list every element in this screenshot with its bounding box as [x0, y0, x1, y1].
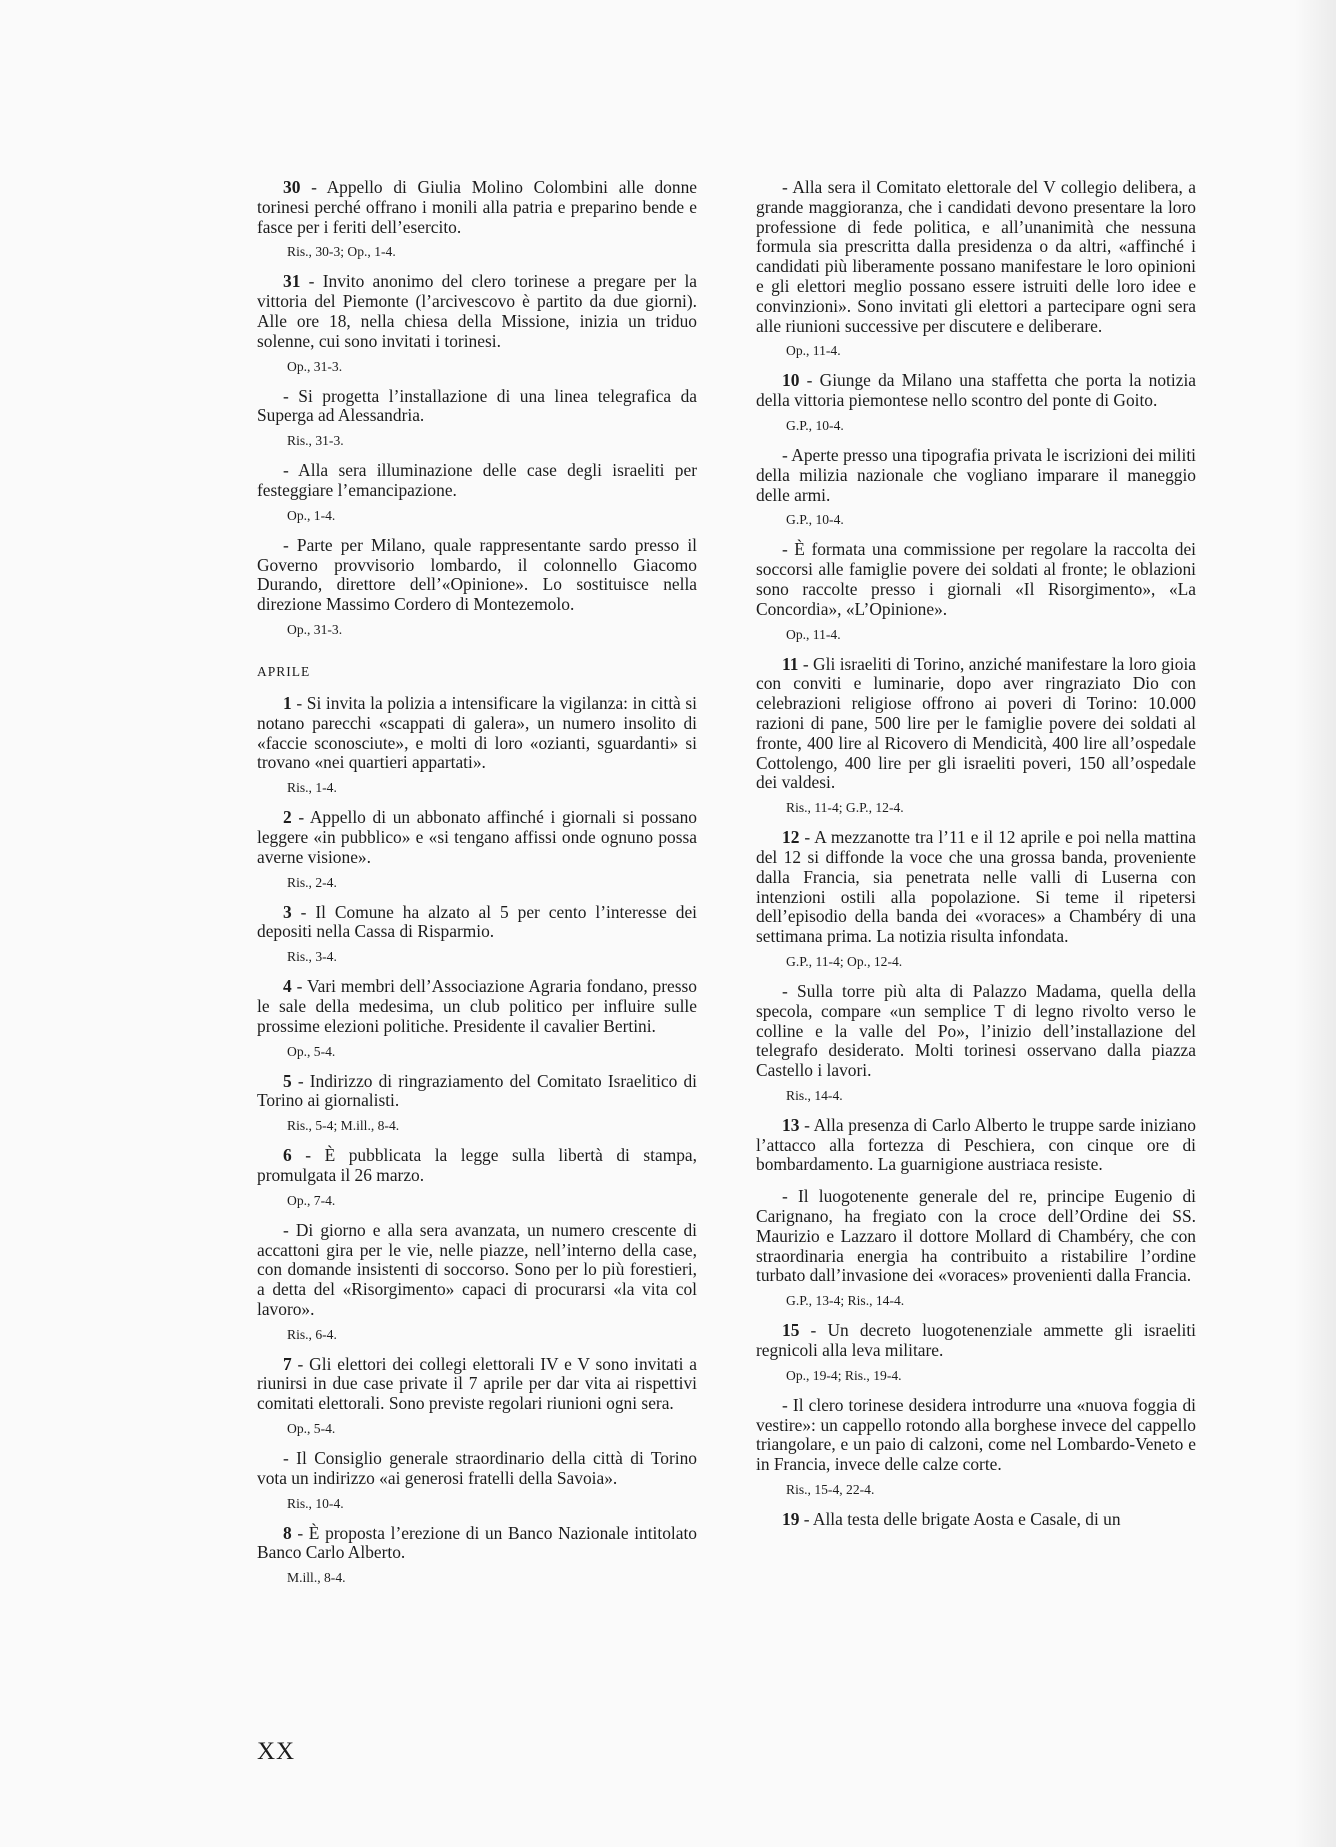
entry-source: Op., 7-4.	[287, 1192, 336, 1208]
entry-text: - Si invita la polizia a intensificare la vigilanza: in città si notano parecchi «scappati di galera», un numero insolito di «faccie sconosciute», e molti di loro «ozianti, sguardanti» si trovano «nei quartieri appartati».	[257, 692, 697, 773]
entry-text: - È formata una commissione per regolare la raccolta dei soccorsi alle famiglie povere dei soldati al fronte; le oblazioni sono raccolte presso i giornali «Il Risorgimento», «La Concordia», «L’Opinione».	[756, 539, 1196, 619]
entry-text: - È proposta l’erezione di un Banco Nazionale intitolato Banco Carlo Alberto.	[257, 1522, 697, 1563]
entry-paragraph	[257, 461, 697, 501]
entry	[257, 272, 697, 374]
entry-paragraph	[756, 1510, 1196, 1530]
entry-source: M.ill., 8-4.	[287, 1570, 346, 1586]
entry-text: - Gli israeliti di Torino, anziché manifestare la loro gioia con conviti e luminarie, dopo aver ringraziato Dio con celebrazioni religiose offrono ai poveri di Torino: 10.000 razioni di pane, 500 lire per le famiglie povere dei soldati al fronte, 400 lire al Ricovero di Mendicità, 400 lire all’ospedale Cottolengo, 400 lire per gli israeliti poveri, 150 all’ospedale dei valdesi.	[756, 653, 1196, 793]
entry-text: - Alla testa delle brigate Aosta e Casale, di un	[799, 1509, 1121, 1530]
entry	[756, 178, 1196, 359]
entry-paragraph	[756, 982, 1196, 1081]
entry	[257, 1449, 697, 1512]
entry-text: - È pubblicata la legge sulla libertà di stampa, promulgata il 26 marzo.	[257, 1145, 697, 1185]
entry-text: - Giunge da Milano una staffetta che porta la notizia della vittoria piemontese nello scontro del ponte di Goito.	[756, 370, 1196, 411]
entry-day-number: 13	[782, 1114, 800, 1135]
entry-paragraph	[257, 694, 697, 773]
entry	[756, 1116, 1196, 1175]
entry-source: Op., 31-3.	[287, 358, 343, 374]
entry	[756, 371, 1196, 434]
entry	[257, 461, 697, 524]
entry-text: - Appello di Giulia Molino Colombini alle donne torinesi perché offrano i monili alla patria e preparino bende e fasce per i feriti dell’esercito.	[257, 177, 697, 237]
entry-text: - Il clero torinese desidera introdurre una «nuova foggia di vestire»: un cappello rotondo alla borghese invece del cappello triangolare, e un paio di calzoni, come nel Lombardo-Veneto e in Francia, invece delle calze corte.	[756, 1394, 1196, 1475]
entry	[257, 808, 697, 890]
page-edge-shadow	[1294, 0, 1336, 1847]
entry-text: - Indirizzo di ringraziamento del Comitato Israelitico di Torino ai giornalisti.	[257, 1070, 697, 1111]
entry-source: Ris., 1-4.	[287, 780, 337, 796]
entry-source: Op., 11-4.	[786, 626, 841, 642]
entry	[257, 1524, 697, 1587]
entry	[756, 1396, 1196, 1498]
entry-source: Ris., 2-4.	[287, 874, 337, 890]
entry-text: - Alla presenza di Carlo Alberto le truppe sarde iniziano l’attacco alla fortezza di Peschiera, con cinque ore di bombardamento. La guarnigione austriaca resiste.	[756, 1114, 1196, 1175]
right-column	[756, 178, 1196, 1542]
entry-paragraph	[756, 828, 1196, 947]
entry	[756, 1321, 1196, 1384]
entry-paragraph	[257, 1524, 697, 1564]
entry	[756, 1510, 1196, 1530]
entry-text: - Aperte presso una tipografia privata le iscrizioni dei militi della milizia nazionale che vogliano imparare il maneggio delle armi.	[756, 444, 1196, 505]
entry-source: Ris., 31-3.	[287, 433, 344, 449]
entry-day-number: 10	[782, 370, 800, 391]
entry	[756, 655, 1196, 817]
entry-paragraph	[756, 178, 1196, 336]
left-column	[257, 178, 697, 1598]
entry-source: Ris., 30-3; Op., 1-4.	[287, 244, 396, 260]
entry-source: Ris., 5-4; M.ill., 8-4.	[287, 1118, 400, 1134]
entry-source: Ris., 14-4.	[786, 1087, 843, 1103]
entry-paragraph	[257, 1072, 697, 1112]
entry-paragraph	[257, 1146, 697, 1186]
entry-source: Op., 5-4.	[287, 1421, 336, 1437]
entry-text: - Di giorno e alla sera avanzata, un numero crescente di accattoni gira per le vie, nelle piazze, nell’interno della case, con domande insistenti di soccorso. Sono per lo più forestieri, a detta del «Risorgimento» capaci di procurarsi «la vita col lavoro».	[257, 1219, 697, 1319]
entry-text: - Vari membri dell’Associazione Agraria fondano, presso le sale della medesima, un club politico per influire sulle prossime elezioni politiche. Presidente il cavalier Bertini.	[257, 976, 697, 1036]
entry-paragraph	[756, 1116, 1196, 1175]
entry-paragraph	[756, 371, 1196, 411]
entry-paragraph	[756, 1187, 1196, 1286]
entry-text: - Parte per Milano, quale rappresentante sardo presso il Governo provvisorio lombardo, il colonnello Giacomo Durando, direttore dell’«Opinione». Lo sostituisce nella direzione Massimo Cordero di Montezemolo.	[257, 534, 697, 615]
entry	[756, 446, 1196, 528]
left-entries-april	[257, 694, 697, 1586]
entry-source: Ris., 3-4.	[287, 949, 337, 965]
entry-source: Ris., 6-4.	[287, 1326, 337, 1342]
entry-paragraph	[756, 1396, 1196, 1475]
entry-text: - Il Comune ha alzato al 5 per cento l’interesse dei depositi nella Cassa di Risparmio.	[257, 901, 697, 942]
entry-source: Op., 1-4.	[287, 507, 336, 523]
entry-text: - Alla sera illuminazione delle case degli israeliti per festeggiare l’emancipazione.	[257, 460, 697, 500]
left-entries-march	[257, 178, 697, 638]
entry	[257, 1146, 697, 1209]
entry-source: Ris., 15-4, 22-4.	[786, 1482, 875, 1498]
entry-text: - Appello di un abbonato affinché i giornali si possano leggere «in pubblico» e «si tengano affissi onde ognuno possa averne visione».	[257, 807, 697, 867]
entry	[257, 1221, 697, 1343]
entry-paragraph	[756, 655, 1196, 794]
entry-day-number: 11	[782, 653, 799, 674]
entry-text: - Alla sera il Comitato elettorale del V collegio delibera, a grande maggioranza, che i candidati devono presentare la loro professione di fede politica, e all’unanimità che nessuna formula sia prescritta dalla presidenza o da altri, «affinché i candidati più liberamente possano manifestare le loro opinioni e gli elettori meglio possano essere istruiti delle loro idee e convinzioni». Sono invitati gli elettori a partecipare ogni sera alle riunioni successive per discutere e deliberare.	[756, 177, 1196, 336]
entry-paragraph	[257, 178, 697, 237]
entry-day-number: 7	[283, 1353, 292, 1374]
entry-day-number: 31	[283, 271, 301, 292]
entry-text: - Il Consiglio generale straordinario della città di Torino vota un indirizzo «ai generosi fratelli della Savoia».	[257, 1448, 697, 1488]
entry	[257, 903, 697, 966]
entry-text: - Invito anonimo del clero torinese a pregare per la vittoria del Piemonte (l’arcivescovo è partito da due giorni). Alle ore 18, nella chiesa della Missione, inizia un triduo solenne, cui sono invitati i torinesi.	[257, 271, 697, 351]
entry-paragraph	[257, 1355, 697, 1414]
entry	[257, 536, 697, 638]
entry	[756, 828, 1196, 970]
entry-source: G.P., 13-4; Ris., 14-4.	[786, 1293, 905, 1309]
entry	[257, 1072, 697, 1135]
entry-text: - Il luogotenente generale del re, principe Eugenio di Carignano, ha fregiato con la croce dell’Ordine dei SS. Maurizio e Lazzaro il dottore Mollard di Chambéry, che con straordinaria energia ha contribuito a ristabilire l’ordine turbato dall’invasione dei «voraces» provenienti dalla Francia.	[756, 1186, 1196, 1286]
entry-paragraph	[257, 1221, 697, 1320]
entry-paragraph	[756, 446, 1196, 505]
entry-paragraph	[257, 903, 697, 943]
entry-source: Ris., 10-4.	[287, 1495, 344, 1511]
entry-text: - A mezzanotte tra l’11 e il 12 aprile e poi nella mattina del 12 si diffonde la voce che una grossa banda, proveniente dalla Francia, sia penetrata nelle valli di Luserna con intenzioni ostili alla popolazione. Si teme il ripetersi dell’episodio della banda dei «voraces» a Chambéry di una settimana prima. La notizia risulta infondata.	[756, 827, 1196, 947]
entry-paragraph	[257, 387, 697, 427]
entry-day-number: 8	[283, 1522, 292, 1543]
entry-source: Ris., 11-4; G.P., 12-4.	[786, 800, 904, 816]
page-number: XX	[257, 1738, 296, 1765]
entry	[257, 178, 697, 260]
entry-paragraph	[756, 1321, 1196, 1361]
entry-paragraph	[257, 977, 697, 1036]
entry-text: - Sulla torre più alta di Palazzo Madama, quella della specola, compare «un semplice T di legno rivolto verso le colline e la valle del Po», l’inizio dell’installazione del telegrafo desiderato. Molti torinesi osservano dalla piazza Castello i lavori.	[756, 980, 1196, 1081]
entry-day-number: 30	[283, 177, 301, 197]
month-heading: APRILE	[257, 663, 311, 679]
entry-source: G.P., 10-4.	[786, 417, 844, 433]
entry	[756, 982, 1196, 1104]
entry-source: G.P., 11-4; Op., 12-4.	[786, 953, 903, 969]
entry-source: Op., 19-4; Ris., 19-4.	[786, 1367, 902, 1383]
right-entries	[756, 178, 1196, 1530]
entry-paragraph	[257, 808, 697, 867]
entry	[257, 977, 697, 1059]
entry-paragraph	[257, 536, 697, 615]
entry-day-number: 1	[283, 692, 292, 713]
entry-source: Op., 11-4.	[786, 343, 841, 359]
entry-paragraph	[257, 272, 697, 351]
entry-paragraph	[257, 1449, 697, 1489]
entry-text: - Si progetta l’installazione di una linea telegrafica da Superga ad Alessandria.	[257, 385, 697, 426]
entry-day-number: 3	[283, 901, 292, 922]
entry-text: - Gli elettori dei collegi elettorali IV e V sono invitati a riunirsi in due case private il 7 aprile per dar vita ai rispettivi comitati elettorali. Sono previste regolari riunioni ogni sera.	[257, 1353, 697, 1414]
entry	[756, 540, 1196, 642]
entry-day-number: 19	[782, 1509, 800, 1530]
entry-day-number: 2	[283, 807, 292, 828]
entry-text: - Un decreto luogotenenziale ammette gli israeliti regnicoli alla leva militare.	[756, 1320, 1196, 1361]
entry-day-number: 5	[283, 1070, 292, 1091]
entry-source: Op., 5-4.	[287, 1043, 336, 1059]
entry	[257, 1355, 697, 1437]
entry-paragraph	[756, 540, 1196, 619]
entry-day-number: 6	[283, 1145, 292, 1166]
entry-day-number: 4	[283, 976, 292, 997]
entry	[257, 694, 697, 796]
entry-day-number: 15	[782, 1320, 800, 1341]
entry	[756, 1187, 1196, 1309]
entry	[257, 387, 697, 450]
entry-source: G.P., 10-4.	[786, 512, 844, 528]
entry-source: Op., 31-3.	[287, 621, 343, 637]
entry-day-number: 12	[782, 827, 800, 848]
